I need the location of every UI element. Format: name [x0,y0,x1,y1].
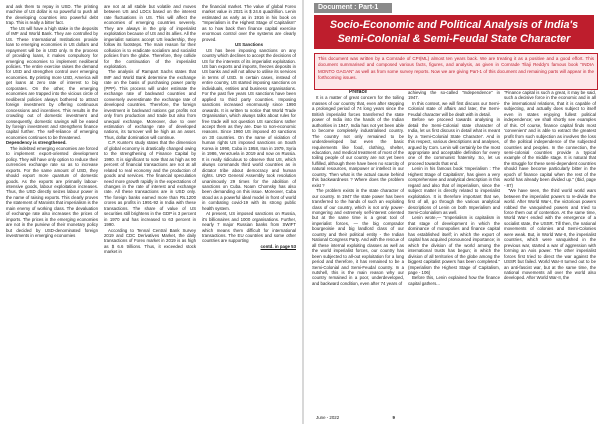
title-line-2: Semi-Colonial & Semi-Feudal State Character [337,33,571,45]
paragraph: It is a matter of great concern for the toiling masses of our country that, even after stepping a prolonged period of 74 long years since the British imperialist forces transferred the state power of India into the hands of the Indian authorities in 1947, India has not yet been able to become completely industrialised country. The country not only remained to be underdeveloped but even the basic requirements like food, clothing, shelter, education, and medical treatment of most of the toiling people of our country are not yet been fulfilled, although there have been no scarcity of natural resources, manpower or intellect in our country. Then what is the actual cause behind this backwardness ? Where does the problem exist ? [312,95,404,188]
page-footer [312,414,596,422]
paragraph: At present, US imposed sanctions on Russia, it's billionaires and 1000 organisations. Further, nearly 7 major Russian banks from SWIFT which means them difficult for international transactions. The EU countries and some other countries are supporting [202,211,296,244]
paragraph-heading: Dependency is strengthened. [6,140,67,146]
left-page-column-2 [104,4,196,416]
paragraph: Before we proceed towards analysing in detail the Semi-Colonial state character of India, let us first discuss in detail what is meant by a 'Semi-Colonial State Character'. And in this respect, various descriptions and analyses, argued by Com. Lenin will certainly be the most appropriate and acceptable definition for every one of the communist fraternity. So, let us proceed towards that end. [408,117,500,166]
title-line-1: Socio-Economic and Political Analysis of India's [329,19,579,31]
continued-link[interactable]: contd. in page 53 [260,243,296,249]
paragraph: the financial market. The value of global Forex market value in 2021 is $ 24.6 quadrillion. Lenin estimated as early as in 1916 in his book on "Imperialism is the Highest Stage of Capitalism" as to how back then finance capital exercise enormous control over the systems are clearly proved. [202,4,296,42]
right-page-column-3 [504,90,596,412]
right-page-column-1 [312,90,404,412]
paragraph: "We have seen, the third world world wars between the imperialist powers to re-divide the world. After World War-I, the victorious powers robbed the vanquished powers and tried to force them out of contention. At the same time, World War-I ended with the emergence of a socialist state, the USSR. Till then, the national movements of colonies and Semi-Colonies were weak. But, in World War-II, the imperialist countries, which were vanquished in the previous war, started a war of aggression with forming an Axis power. The other imperialist forces first tried to direct the war against the USSR but failed. World War-II turned out to be an anti-fascist war, but at the same time, the national movements all over the world also developed. After World War-II, the [504,188,596,281]
paragraph: "Finance capital is such a great, it may be said, such a decisive force in the economic and in all the international relations, that it is capable of subjecting, and actually does subject to itself even in states enjoying fullest political independence; we shall shortly see examples of this. Of course, finance capital finds most 'convenient' and is able to extract the greatest profit from such subjection as involves the loss of the political independence of the subjected countries and peoples. In the connection, the semi-colonial countries provide a typical example of the middle stage. It is natural that the struggle for these semi-dependent countries should have become particularly bitter in the epoch of finance capital when the rest of the world has already been divided up." (Ibid, page - 87) [504,90,596,188]
left-page-column-1 [6,4,98,416]
paragraph: Before this, Lenin explained how the finance capital gathers... [408,275,500,286]
left-page-column-3 [202,4,296,414]
paragraph: In this context, we will first discuss our Semi-Colonial state of affairs and later, the Semi-Feudal character will be dealt with in detail. [408,100,500,117]
document-part-label: Document : Part-1 [314,3,392,13]
paragraph: are not at all stable but volatile and moves between US and LDCs based on the interest rate fluctuations in US. This will affect the economies of emerging countries severely. They are always in the grip of imperialist exploitation because of US and its allies. All the imperialist nations accept US leadership, they follow its footsteps. The main reason for their collusion is to eradicate socialism and socialist policies from the globe. Therefore, they collide for the continuation of the imperialist exploitation. [104,4,196,69]
paragraph: The indebted emerging economies are forced to implement export-oriented development policy. They will have only option to reduce their currencies exchange rate so as to increase exports. For the same amount of USD, they should export more quantum of domestic goods. As the exports are primarily labour-intensive goods, labour exploitation increases. Thus, the USD directly seizes labour power in the name of raising exports. This clearly proves the statement of Marxists that imperialism is the main enemy of working class. The devaluation of exchange rate also increases the prices of imports. The prices in the emerging economies are not in the purview of their monetary policy but decided by USD-denominated foreign investments in emerging economies [6,145,98,239]
paragraph: US has been imposing sanctions on any country which declines to accept the decisions of US for the interests of its imperialist exploitation. US ban exports and imports, freezes deposits in US banks and will not allow to utilise its services in terms of USD. In certain cases, instead of entire country, US started imposing sanctions on individuals, entities and business organisations. For the past five years US sanctions have been applied to third party countries. Imposing sanctions increased enormously since 1990 onwards. It is written to notice that World Trade Organisation, which always talks about rules for free trade will not question US sanctions rather accept them as they are. Due to non-economic reasons. Since 1960 US imposed 40 sanctions on 30 countries. On the name of violation of human rights US imposed sanctions on South Korea in 1990, Cuba in 1958, Iran in 1979, Syria in 1986, Venezuela in 2019 and now on Russia. It is really ridiculous to observe that US, which always commands third world countries as in dictator tribe about democracy and human rights. UNO General Assembly took resolution unanimously 29 times for the abolition of sanctions on Cuba. Noam Chomsky has also been demanding on this issue. Moreover, Cuba stood as a powerful ideal model in front of world in combating covid-19 with its strong public health system. [202,47,296,211]
paragraph: The US will have a high stake in the deposits of IMF and World Bank. They are controlled by US. These International Institutions provide loan to emerging economies in US dollars and repayment will be in USD only. In the process of providing loans, it makes compulsory for emerging economies to implement neoliberal policies. The entire exercise raises the demand for USD and strengthen control over emerging economies. By printing more USD, America will get loans at zero rate of interest to big corporates. On the other, the emerging economies are trapped into the vicious circle of neoliberal policies always bothered to attract foreign investment by offering continuous concessions and incentives. This results in the crowding out of domestic investment and consequently, domestic savings will be eased by foreign investment and strengthens finance capital further. The self-reliance of emerging economies continues to be threatened. [6,25,98,140]
paragraph: The problem exists in the state character of our country. In 1947 the state power has been transferred to the hands of such an exploiting class of our country, which is not only power-mongering and extremely self-interest oriented but at the same time is a great tool of imperialist forces, — the big comprador bourgeoisie and big landlord class of our country and their political entity - the Indian National Congress Party. And with the rescue of all these internal exploiting classes as well as the world imperialist forces, our country has been subjected to all-out exploitation for a long period and therefore, it has remained to be a Semi-Colonial and Semi-Feudal country. In a nutshell, this is the main reason why our country remained in a poor, underdeveloped, and backward condition, even after 74 years of [312,188,404,286]
paragraph: and ask them to repay in USD. The printing machine of US dollar is so powerful to push all the developing countries into powerful debt trap. This is really a bitter fact. [6,4,98,26]
paragraph: Lenin wrote,— "Imperialism is capitalism in that stage of development in which the dominance of monopolies and finance capital has established itself; in which the export of capital has acquired pronounced importance; in which the division of the world among the international trusts has begun; in which the division of all territories of the globe among the biggest capitalist powers has been completed." (Imperialism the Highest Stage of Capitalism, page - 106) [408,215,500,275]
paragraph: achieving the so-called "Independence" in 1947. [408,90,500,101]
page-number: 9 [392,415,395,420]
page-gutter [302,0,304,424]
paragraph: Lenin in his famous book 'Imperialism : The Highest Stage of Capitalism', has given a very comprehensive and analytical description in this regard and also that of imperialism, since the subject matter is directly related to imperialist exploitation. It is therefore important that we, first of all, go through the various analytical descriptions of Lenin on both Imperialism and Semi-Colonialism as well. [408,166,500,215]
section-heading: US Sanctions [235,42,263,48]
right-page-column-2 [408,90,500,412]
title-banner [314,15,594,49]
paragraph: The analysis of Rampart Sachs states that IMF and World Bank determine the exchange rate on the basis of purchasing power parity (PPP). This process will under estimate the exchange rate of backward countries and conversely overestimate the exchange rate of developed countries. Therefore, the foreign investment in backward nations got profits not only from production and trade but also from unequal exchange. Moreover, due to over estimation of exchange rate of developed nations, its turnover will be high as an asset. Thus, dollar domination will continue. [104,69,196,140]
preface-heading: Preface [348,90,368,95]
paragraph: C.P. Kunter's study states that the dimension of global economy is drastically changed owing to the strengthening of Finance Capital by 1990. It is significant to note that as high as 90 percent of financial transactions are not at all related to real economy and the production of goods and services. The financial speculation need more growth rapidly in the expectations of changes in the rate of interest and exchange rate. All these transactions are in USD only. The foreign banks earned more than Rs.1200 crores as profits in 1991-92 in India with these transactions. The share of value of US securities still brightens in the GDP is 3 percent in 1970 and has increased to 63 percent in 1990. [104,140,196,228]
summary-box: This document was written by a Comrade of CPI(ML) almost ten years back. We are treating it as a positive and a good effort. This document summarised and composed various facts, figures, and analysis, as given in Comrade Tilaji Reddy's famous book "INDIA MONTO GAGAN" as well as from some survey reports. Now we are giving Part-1 of this document and remaining parts will appear in the forthcoming issues. [314,53,598,90]
paragraph: According to Tennal Central Bank Survey 2019 and CDC Derivatives Market, the daily transactions of Forex market in 2019 is as high as $ 6.6 trillions. Thus, it exceeded stock market in [104,227,196,255]
issue-date: June - 2022 [316,415,340,420]
